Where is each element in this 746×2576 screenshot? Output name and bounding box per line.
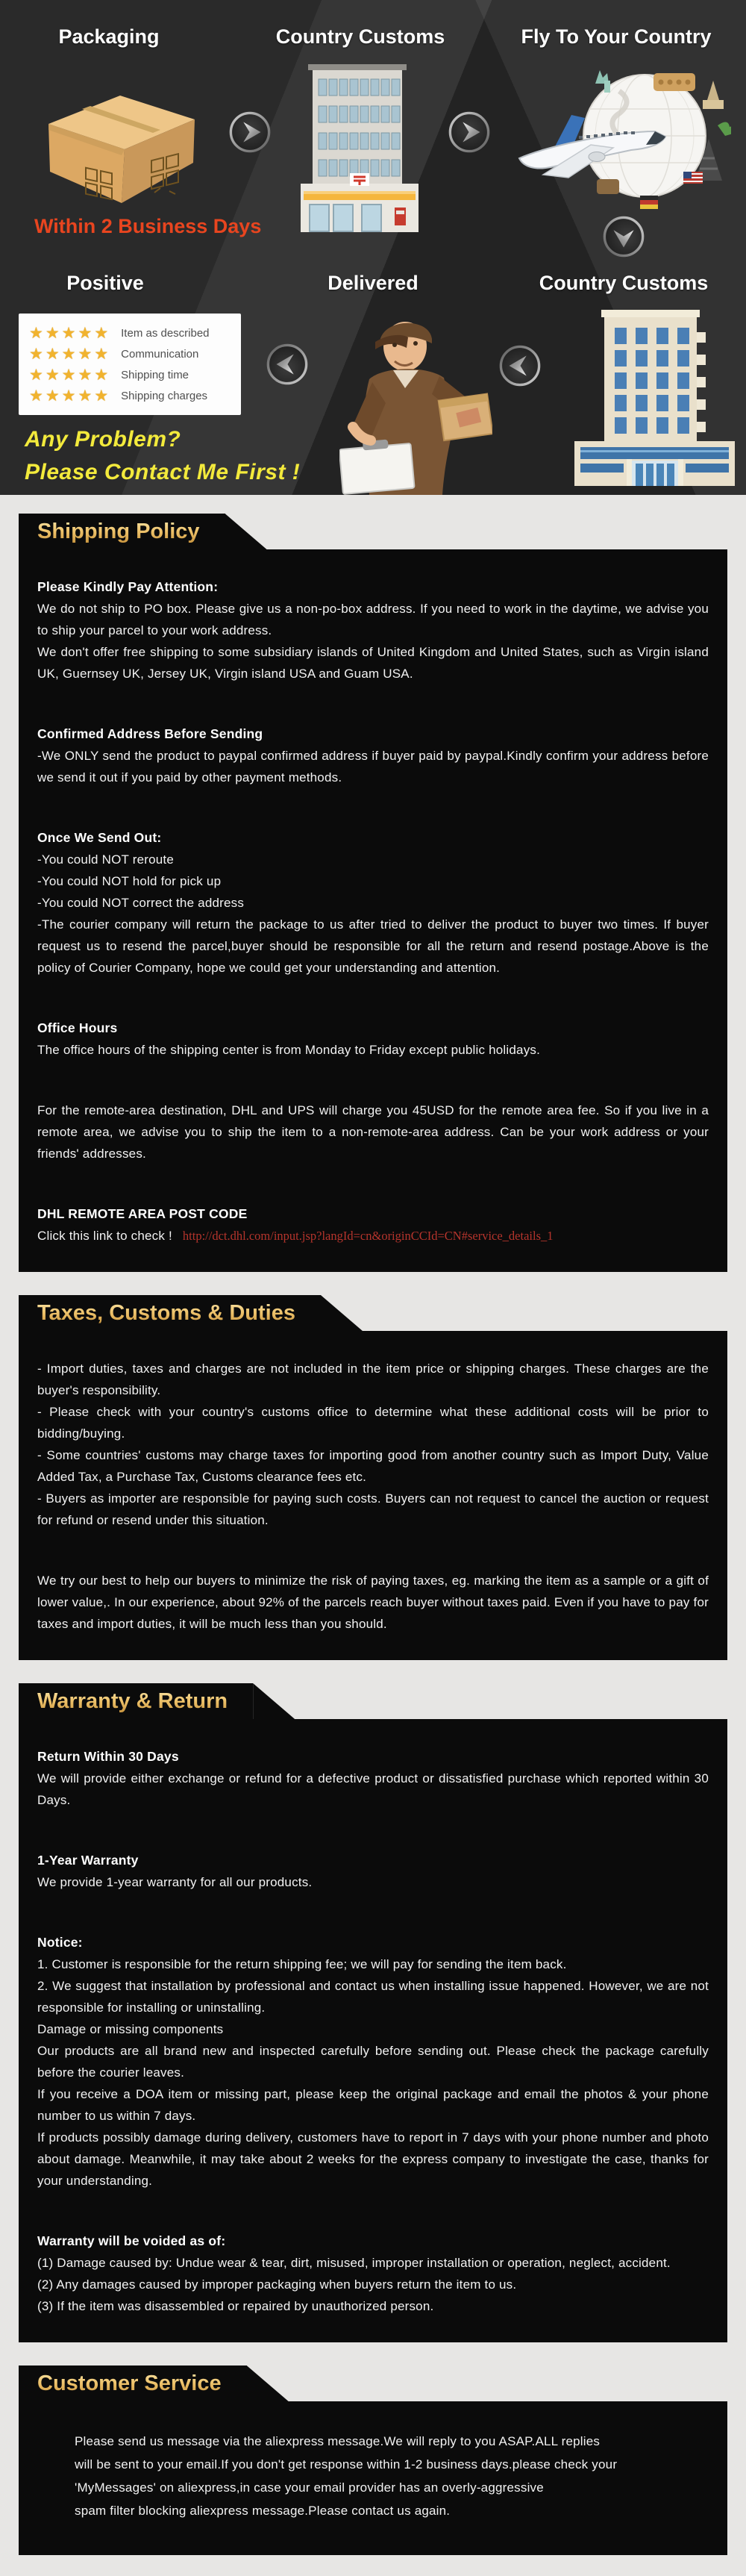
rating-row [29,385,241,406]
section-body [19,2401,727,2555]
star-icon: ★ [29,324,43,342]
section-header-notch-icon [253,1683,295,1719]
rating-row [29,343,241,364]
contact-note-line2: Please Contact Me First ! [25,460,301,484]
section-header-notch-icon [247,2366,289,2401]
section-header [19,1295,727,1331]
customs-tower-building-icon [574,301,735,491]
section-header [19,2366,727,2401]
policy-line: We provide 1-year warranty for all our products. [37,1875,313,1889]
section-header [19,514,727,549]
policy-heading: Notice: [37,1935,83,1950]
arrow-left-icon [498,344,542,387]
star-icon: ★ [45,345,60,363]
shipping-flow-section [0,0,746,495]
spacer [37,979,709,1017]
section-card-warranty-return [19,1683,727,2342]
section-header-band [19,1683,253,1719]
flow-step-label-positive: Positive [66,272,144,294]
policy-paragraph: We do not ship to PO box. Please give us a non-po-box address. If you need to work in the daytime, we advise you to ship your parcel to your work address. [37,602,709,637]
policy-paragraph: 2. We suggest that installation by professional and contact us when installing issue happened. However, we are not responsible for installing or uninstalling. [37,1979,709,2015]
section-header-notch-icon [321,1295,363,1331]
section-title: Shipping Policy [37,519,200,543]
policy-cards-container [0,495,746,2576]
airplane-globe-icon [507,61,731,214]
section-body [19,1719,727,2342]
star-icon: ★ [61,324,76,342]
policy-paragraph: We don't offer free shipping to some subsidiary islands of United Kingdom and United States, such as Virgin island UK, Guernsey UK, Jersey UK, Virgin island USA and Guam USA. [37,645,709,681]
flow-step-label-fly: Fly To Your Country [521,25,712,48]
star-icon: ★ [29,345,43,363]
policy-line: The office hours of the shipping center is from Monday to Friday except public holidays. [37,1043,541,1057]
star-icon: ★ [78,324,93,342]
policy-paragraph: - Import duties, taxes and charges are not included in the item price or shipping charges. These charges are the buyer's responsibility. [37,1362,709,1397]
flow-step-label-country-customs: Country Customs [275,25,445,48]
arrow-down-icon [602,215,645,258]
policy-paragraph: 1. Customer is responsible for the return shipping fee; we will pay for sending the item back. [37,1957,567,1971]
spacer [37,1531,709,1570]
star-icon: ★ [61,366,76,384]
policy-paragraph: - Some countries' customs may charge taxes for importing good from another country such as Import Duty, Value Added Tax, a Purchase Tax, Customs clearance fees etc. [37,1448,709,1484]
rating-label: Item as described [121,326,210,340]
section-header-notch-icon [225,514,267,549]
customs-post-building-icon [301,64,419,238]
policy-heading: 1-Year Warranty [37,1853,139,1868]
star-rating [29,346,110,362]
rating-label: Communication [121,347,199,361]
section-header-band [19,2366,247,2401]
flow-step-label-packaging: Packaging [58,25,160,48]
star-icon: ★ [29,387,43,405]
policy-line: -You could NOT correct the address [37,896,245,910]
policy-paragraph: If you receive a DOA item or missing part, please keep the original package and email the photos & your phone number to us within 7 days. [37,2087,709,2123]
star-icon: ★ [45,324,60,342]
policy-link-line [37,1225,709,1247]
star-icon: ★ [78,345,93,363]
section-header-band [19,514,225,549]
section-card-taxes-customs-duties [19,1295,727,1660]
star-icon: ★ [45,366,60,384]
policy-heading: DHL REMOTE AREA POST CODE [37,1206,248,1221]
policy-paragraph: We try our best to help our buyers to minimize the risk of paying taxes, eg. marking the item as a sample or a gift of lower value,. In our experience, about 92% of the parcels reach buyer without taxes paid. Even if you have to pay for taxes and import duties, it will be much less than you should. [37,1574,709,1631]
spacer [37,2192,709,2230]
star-rating [29,325,110,341]
contact-note-line1: Any Problem? [25,427,181,452]
policy-heading: Once We Send Out: [37,830,162,845]
policy-line: -You could NOT hold for pick up [37,874,222,888]
star-icon: ★ [94,366,109,384]
star-icon: ★ [45,387,60,405]
policy-paragraph: We will provide either exchange or refund for a defective product or dissatisfied purchase which reported within 30 Days. [37,1771,709,1807]
star-icon: ★ [61,345,76,363]
flow-step-label-delivered: Delivered [327,272,419,294]
section-title: Taxes, Customs & Duties [37,1300,295,1325]
section-card-shipping-policy [19,514,727,1272]
spacer [37,1164,709,1203]
policy-line: Damage or missing components [37,2022,224,2036]
spacer [37,1893,709,1932]
policy-heading: Return Within 30 Days [37,1749,179,1764]
arrow-left-icon [266,343,309,386]
star-rating [29,367,110,383]
rating-row [29,364,241,385]
policy-paragraph: (1) Damage caused by: Undue wear & tear, dirt, misused, improper installation or operation, neglect, accident. [37,2256,671,2270]
policy-paragraph: -The courier company will return the package to us after tried to deliver the product to buyer two times. If buyer request us to resend the parcel,buyer should be responsible for all the return and resend postage.Above is the policy of Courier Company, hope we could get your understanding and attention. [37,917,709,975]
delivery-man-icon [339,299,492,495]
star-rating [29,388,110,404]
section-header [19,1683,727,1719]
policy-paragraph: - Buyers as importer are responsible for paying such costs. Buyers can not request to cancel the auction or request for refund or resend under this situation. [37,1491,709,1527]
star-icon: ★ [29,366,43,384]
star-icon: ★ [78,366,93,384]
rating-card [19,314,241,415]
section-title: Customer Service [37,2371,222,2395]
star-icon: ★ [94,387,109,405]
policy-heading: Warranty will be voided as of: [37,2233,226,2248]
star-icon: ★ [78,387,93,405]
policy-paragraph: For the remote-area destination, DHL and UPS will charge you 45USD for the remote area fee. So if you live in a remote area, we advise you to ship the item to a non-remote-area address. Can be your work address or your friends' addresses. [37,1103,709,1161]
policy-paragraph: Our products are all brand new and inspected carefully before sending out. Please check the package carefully before the courier leaves. [37,2044,709,2080]
star-icon: ★ [94,324,109,342]
policy-heading: Office Hours [37,1020,118,1035]
policy-paragraph: If products possibly damage during delivery, customers have to report in 7 days with your phone number and photo about damage. Meanwhile, it may take about 2 weeks for the express company to investigate the case, thanks for your understanding. [37,2130,709,2188]
package-box-icon [41,81,201,210]
spacer [37,1811,709,1850]
section-title: Warranty & Return [37,1688,228,1713]
rating-row [29,322,241,343]
policy-paragraph: -We ONLY send the product to paypal confirmed address if buyer paid by paypal.Kindly confirm your address before we send it out if you paid by other payment methods. [37,749,709,785]
rating-label: Shipping time [121,368,189,381]
policy-line: -You could NOT reroute [37,852,174,867]
policy-paragraph: - Please check with your country's customs office to determine what these additional costs will be prior to bidding/buying. [37,1405,709,1441]
star-icon: ★ [94,345,109,363]
section-body [19,1331,727,1660]
policy-heading: Please Kindly Pay Attention: [37,579,219,594]
external-link[interactable]: http://dct.dhl.com/input.jsp?langId=cn&originCCId=CN#service_details_1 [182,1229,554,1243]
link-prompt: Click this link to check ! [37,1229,172,1243]
spacer [37,1061,709,1100]
section-header-band [19,1295,321,1331]
policy-line: (3) If the item was disassembled or repaired by unauthorized person. [37,2299,434,2313]
spacer [37,788,709,827]
arrow-right-icon [228,110,272,154]
section-card-customer-service [19,2366,727,2555]
packaging-time-note: Within 2 Business Days [34,215,262,237]
spacer [37,684,709,723]
rating-label: Shipping charges [121,389,208,402]
policy-paragraph: Please send us message via the aliexpress message.We will reply to you ASAP.ALL replies will be sent to your email.If you don't get response within 1-2 business days.please check your 'MyMessages' on aliexpress,in case your email provider has an overly-aggressive spam filter blocking aliexpress message.Please contact us again. [75,2434,618,2518]
flow-step-label-country-customs-2: Country Customs [539,272,709,294]
arrow-right-icon [448,110,491,154]
section-body [19,549,727,1272]
policy-line: (2) Any damages caused by improper packaging when buyers return the item to us. [37,2277,517,2292]
policy-heading: Confirmed Address Before Sending [37,726,263,741]
star-icon: ★ [61,387,76,405]
